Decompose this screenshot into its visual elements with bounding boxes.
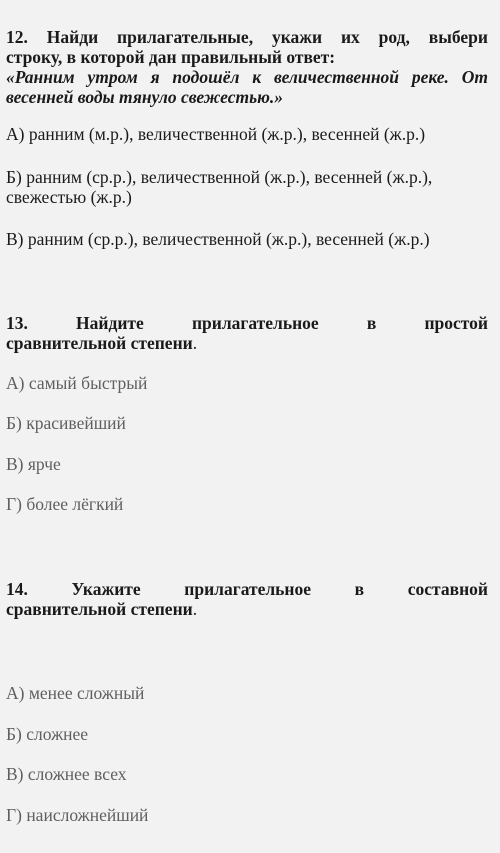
question-14-title-end: . [192, 599, 198, 619]
question-14-option-b[interactable]: Б) сложнее [6, 724, 89, 744]
question-12-quote-line-2: весенней воды тянуло свежестью.» [6, 87, 283, 107]
question-12 [6, 27, 488, 107]
question-12-title-line-1: 12. Найди прилагательные, укажи их род, выбери [6, 27, 488, 47]
question-12-option-b-line-1: Б) ранним (ср.р.), величественной (ж.р.), весенней (ж.р.), [6, 167, 433, 187]
question-12-option-b-line-2: свежестью (ж.р.) [6, 187, 132, 207]
question-12-option-c[interactable]: В) ранним (ср.р.), величественной (ж.р.), весенней (ж.р.) [6, 229, 430, 249]
question-14-option-c[interactable]: В) сложнее всех [6, 764, 127, 784]
question-13-title-line-2 [6, 333, 488, 353]
question-13-title-line-1: 13. Найдите прилагательное в простой [6, 313, 488, 333]
question-14 [6, 579, 488, 619]
question-13-title-end: . [192, 333, 198, 353]
question-14-title-line-1: 14. Укажите прилагательное в составной [6, 579, 488, 599]
question-13-title-text: сравнительной степени [6, 333, 193, 353]
question-12-option-b[interactable] [6, 167, 488, 207]
question-12-title-line-2: строку, в которой дан правильный ответ: [6, 47, 336, 67]
question-12-option-a[interactable]: А) ранним (м.р.), величественной (ж.р.), весенней (ж.р.) [6, 124, 426, 144]
question-13-option-c[interactable]: В) ярче [6, 454, 61, 474]
question-14-title-text: сравнительной степени [6, 599, 193, 619]
question-14-title-line-2 [6, 599, 488, 619]
question-13-option-d[interactable]: Г) более лёгкий [6, 494, 124, 514]
question-13-option-b[interactable]: Б) красивейший [6, 413, 126, 433]
question-13 [6, 313, 488, 353]
question-14-option-a[interactable]: А) менее сложный [6, 683, 145, 703]
question-13-option-a[interactable]: А) самый быстрый [6, 373, 148, 393]
question-14-option-d[interactable]: Г) наисложнейший [6, 805, 149, 825]
question-12-quote-line-1: «Ранним утром я подошёл к величественной реке. От [6, 67, 488, 87]
